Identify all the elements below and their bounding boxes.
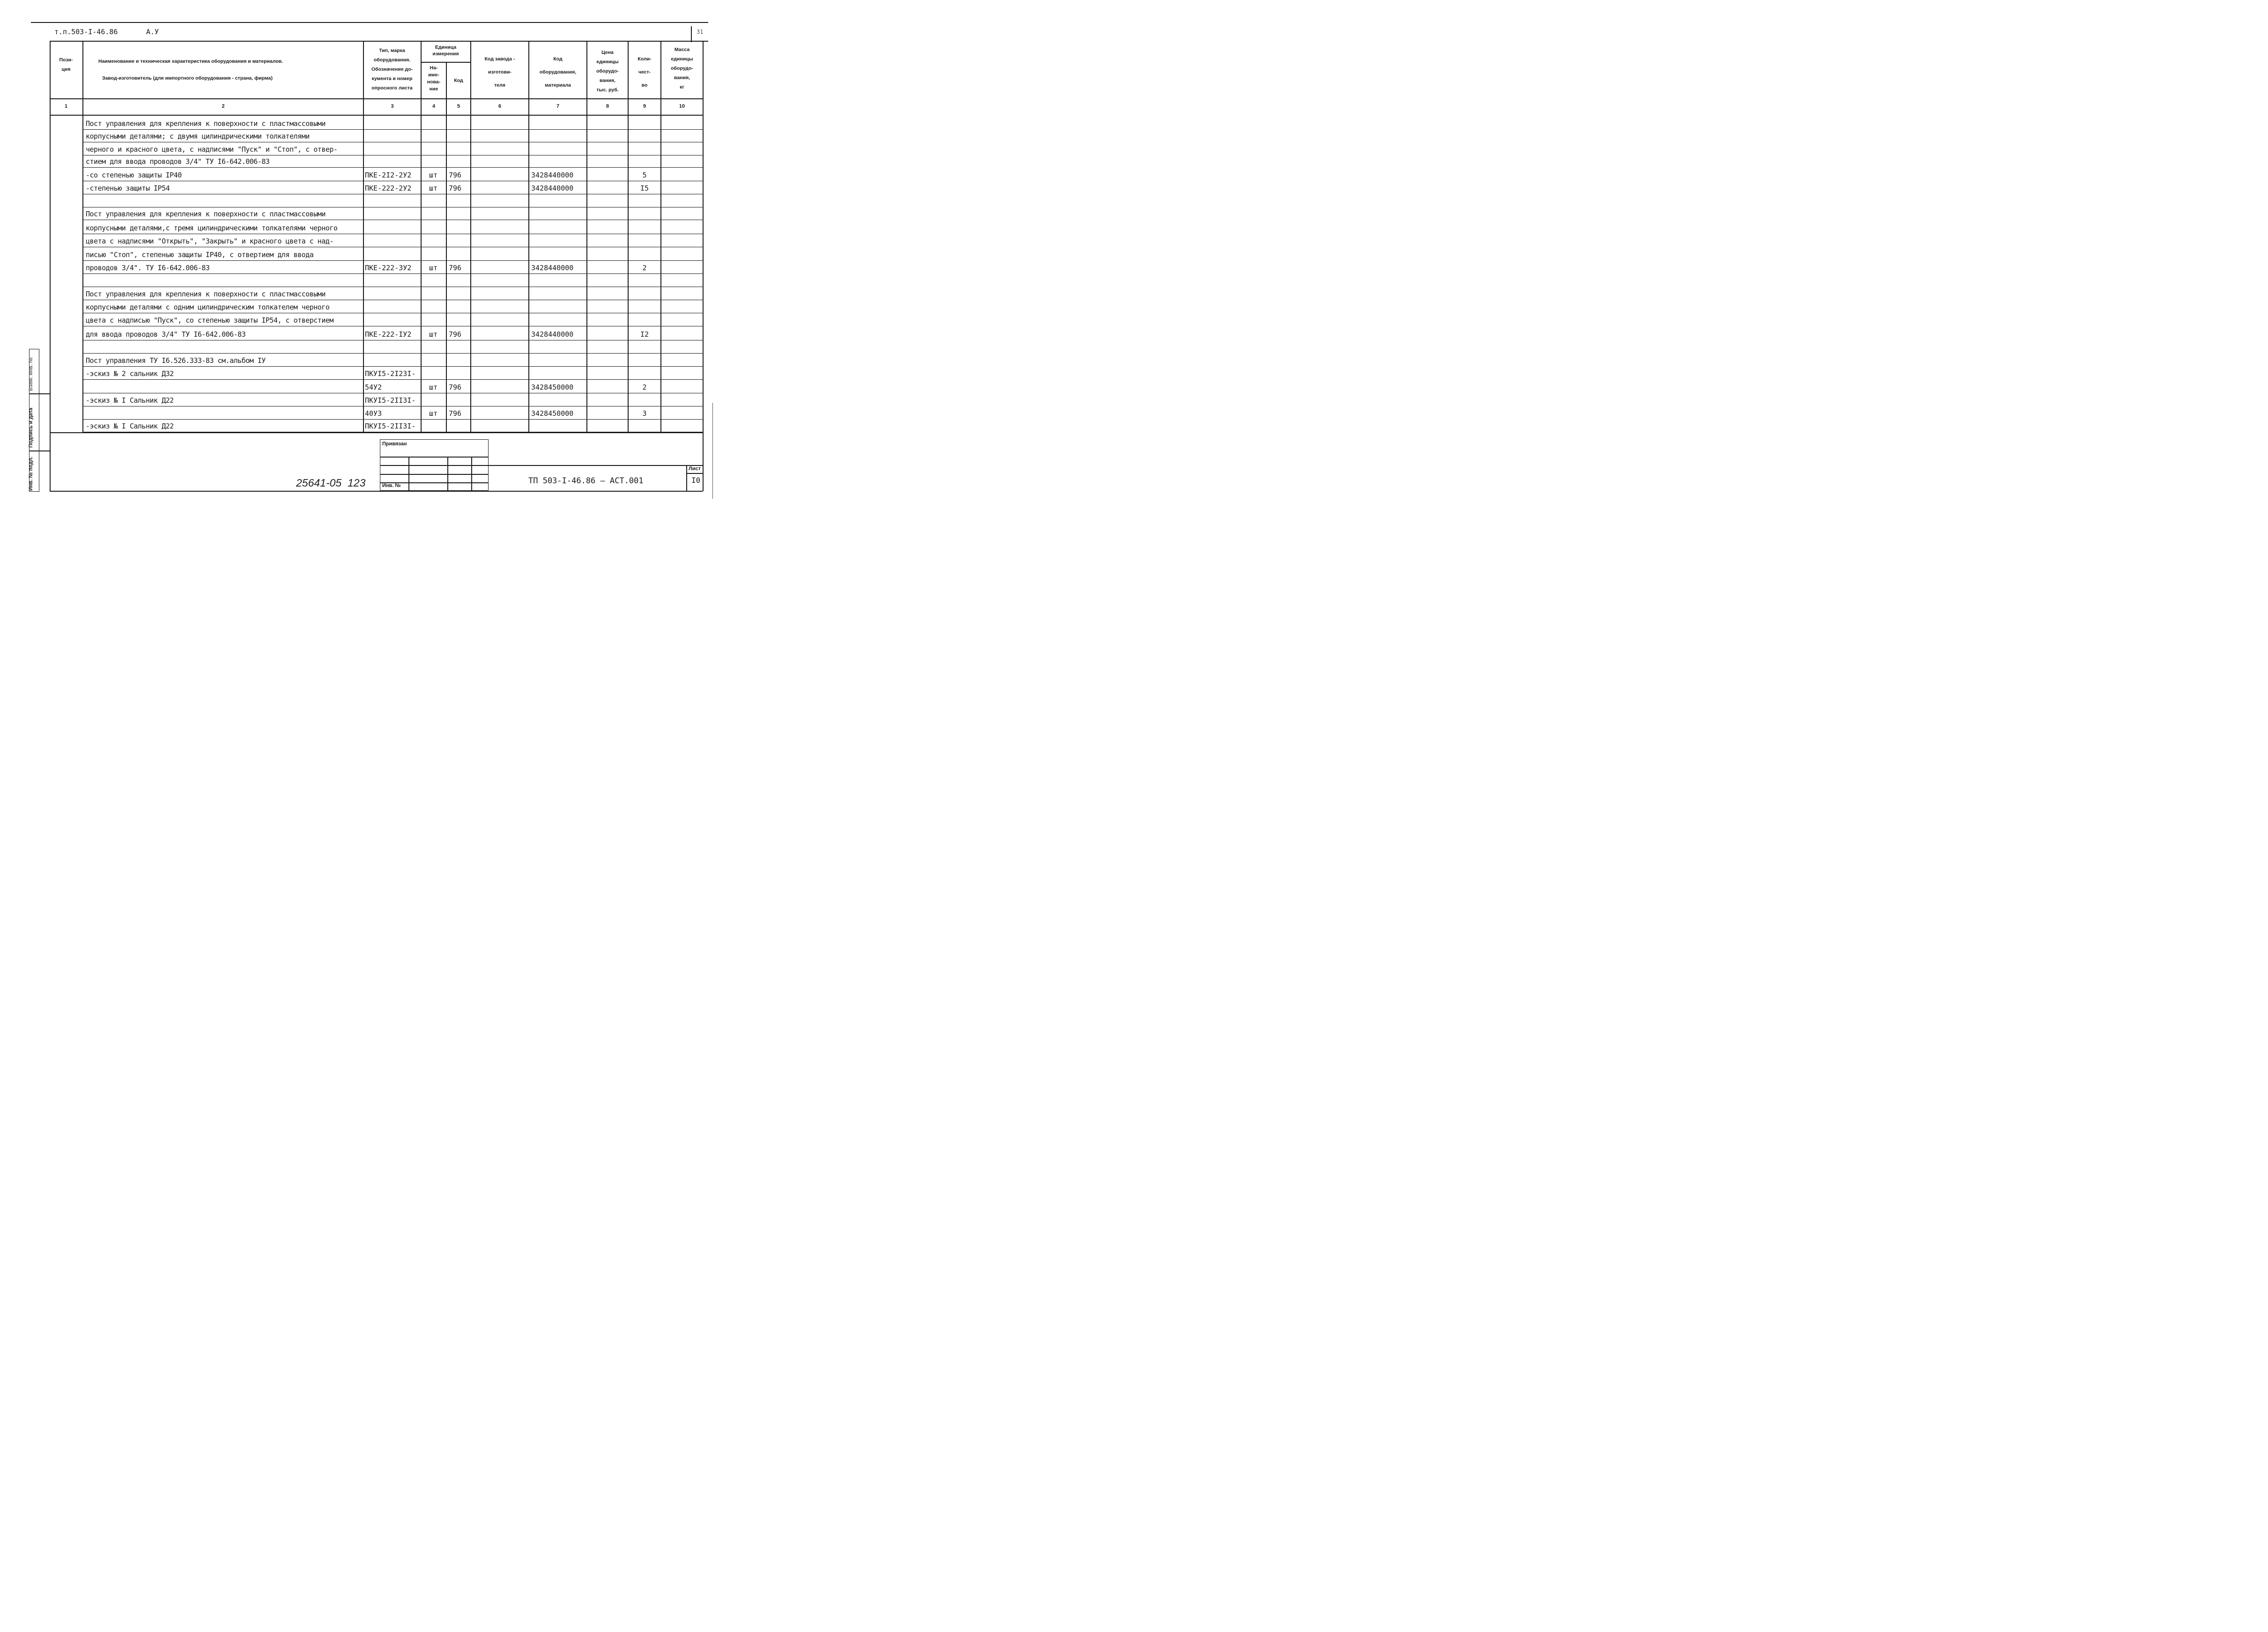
cell-type: ПКУI5-2I23I- [365,369,416,378]
top-right-divider [691,26,692,42]
cell-unit-code: 796 [449,330,462,339]
cell-name: для ввода проводов 3/4" ТУ I6-642.006-83 [86,330,246,339]
cell-material-code: 3428450000 [531,383,574,391]
colnum-bottom-line [50,115,703,116]
cell-unit: шт [429,184,438,192]
sheet-number: I0 [691,476,701,485]
stamp-line-1 [380,457,489,458]
cell-quantity: 5 [642,171,647,179]
handwritten-number: 25641-05 123 [296,477,366,489]
col-divider-1 [82,41,83,433]
sheet-label: Лист [689,466,701,472]
colnum-4: 4 [432,103,436,109]
colnum-6: 6 [498,103,502,109]
cell-name: Пост управления для крепления к поверхности с пластмассовыми [86,210,326,218]
cell-quantity: 2 [642,264,647,272]
frame-bottom-line [50,491,703,492]
document-designation: ТП 503-I-46.86 — АСТ.001 [528,476,644,486]
cell-unit-code: 796 [449,264,462,272]
side-stamp-line-2 [29,450,50,451]
cell-name: писью "Стоп", степенью защиты IP40, с отвертием для ввода [86,251,314,259]
cell-name: -эскиз № I Сальник Д22 [86,422,174,430]
stamp-line-4 [380,482,489,483]
colnum-7: 7 [556,103,560,109]
cell-material-code: 3428440000 [531,171,574,179]
top-border-line [31,22,708,23]
colnum-8: 8 [606,103,609,109]
col-divider-2 [363,41,364,433]
cell-quantity: 2 [642,383,647,391]
colnum-3: 3 [391,103,394,109]
document-code: т.п.503-I-46.86 [54,28,118,36]
header-price: Цена единицы оборудо- вания, тыс. руб. [596,50,619,93]
cell-unit: шт [429,383,438,391]
header-quantity: Коли- чест- во [637,56,652,88]
side-label-inv: Инв. № подл. [28,457,34,491]
binding-label: Привязан [382,441,407,447]
stamp-vline-3 [471,457,472,491]
header-material-code: Код оборудования, материала [539,56,577,88]
colnum-2: 2 [222,103,225,109]
row-line [82,273,703,274]
cell-quantity: I2 [640,330,649,339]
header-position: Пози- ция [59,57,73,72]
sheet-divider [686,465,687,491]
col-divider-6 [528,41,529,433]
stamp-vline-1 [408,457,409,491]
col-divider-8 [628,41,629,433]
cell-name: проводов 3/4". ТУ I6-642.006-83 [86,264,210,272]
title-block-top [489,465,703,466]
sheet-label-line [686,473,703,474]
cell-unit-code: 796 [449,383,462,391]
frame-right [703,41,704,491]
cell-name: корпусными деталями с одним цилиндрическим толкателем черного [86,303,330,311]
cell-material-code: 3428440000 [531,330,574,339]
row-line [82,353,703,354]
cell-type: ПКУI5-2II3I- [365,422,416,430]
stamp-line-2 [380,465,489,466]
table-top-line [50,41,708,42]
cell-name: корпусными деталями; с двумя цилиндрическими толкателями [86,132,310,140]
header-name: Наименование и техническая характеристика оборудования и материалов. Завод-изготовитель (для импортного оборудования - страна, фирма) [98,59,283,81]
album-code: А.У [146,28,159,36]
cell-material-code: 3428440000 [531,184,574,192]
cell-unit-code: 796 [449,409,462,418]
col-divider-9 [660,41,661,433]
col-divider-3 [421,41,422,433]
cell-name: цвета с надписью "Пуск", со степенью защиты IP54, с отверстием [86,316,334,325]
colnum-5: 5 [457,103,460,109]
cell-material-code: 3428450000 [531,409,574,418]
cell-material-code: 3428440000 [531,264,574,272]
colnum-1: 1 [64,103,68,109]
side-stamp-line-1 [29,393,50,394]
cell-name: корпусными деталями,с тремя цилиндрическими толкателями черного [86,224,338,232]
cell-unit: шт [429,409,438,418]
cell-name: -эскиз № I Сальник Д22 [86,396,174,405]
stamp-line-3 [380,474,489,475]
cell-name: Пост управления для крепления к поверхности с пластмассовыми [86,119,326,128]
header-unit-name: На- име- нова- ние [427,65,441,92]
header-bottom-line [50,98,703,99]
body-bottom-line [50,432,703,433]
colnum-10: 10 [679,103,685,109]
cell-unit: шт [429,264,438,272]
inventory-label: Инв. № [382,483,401,488]
cell-name: черного и красного цвета, с надписями "Пуск" и "Стоп", с отвер- [86,145,338,154]
cell-type: 40У3 [365,409,382,418]
cell-type: 54У2 [365,383,382,391]
cell-quantity: 3 [642,409,647,418]
cell-type: ПКЕ-2I2-2У2 [365,171,412,179]
row-line [82,129,703,130]
cell-name: -со степенью защиты IP40 [86,171,182,179]
cell-unit: шт [429,330,438,339]
cell-name: стием для ввода проводов 3/4" ТУ I6-642.006-83 [86,157,270,166]
cell-unit-code: 796 [449,184,462,192]
row-line [82,260,703,261]
stamp-vline-2 [447,457,448,491]
cell-name: цвета с надписями "Открыть", "Закрыть" и красного цвета с над- [86,237,334,245]
header-type: Тип, марка оборудования. Обозначение до- кумента и номер опросного листа [371,48,413,91]
cell-name: Пост управления ТУ I6.526.333-83 см.альбом IУ [86,356,266,365]
cell-type: ПКЕ-222-3У2 [365,264,412,272]
row-line [82,379,703,380]
colnum-9: 9 [643,103,646,109]
cell-name: -степенью защиты IP54 [86,184,170,192]
cell-name: Пост управления для крепления к поверхности с пластмассовыми [86,290,326,298]
cell-unit: шт [429,171,438,179]
corner-mark: 31 [697,29,704,35]
cell-type: ПКЕ-222-2У2 [365,184,412,192]
cell-type: ПКУI5-2II3I- [365,396,416,405]
header-factory-code: Код завода - изготови- теля [484,56,515,88]
header-unit-code: Код [454,78,463,83]
row-line [82,167,703,168]
side-label-sign: Подпись и дата [28,407,34,448]
col-divider-5 [470,41,471,433]
side-label-replace: Взам. инв. № [28,357,34,391]
cell-unit-code: 796 [449,171,462,179]
right-edge-mark [712,403,713,499]
header-mass: Масса единицы оборудо- вания, кг [671,47,693,90]
row-line [82,366,703,367]
cell-quantity: I5 [640,184,649,192]
cell-name: -эскиз № 2 сальник Д32 [86,369,174,378]
col-divider-4 [446,62,447,433]
unit-group-line [421,62,470,63]
cell-type: ПКЕ-222-IУ2 [365,330,412,339]
header-unit-group: Единица измерения [432,44,459,57]
row-line [82,419,703,420]
col-divider-7 [586,41,587,433]
